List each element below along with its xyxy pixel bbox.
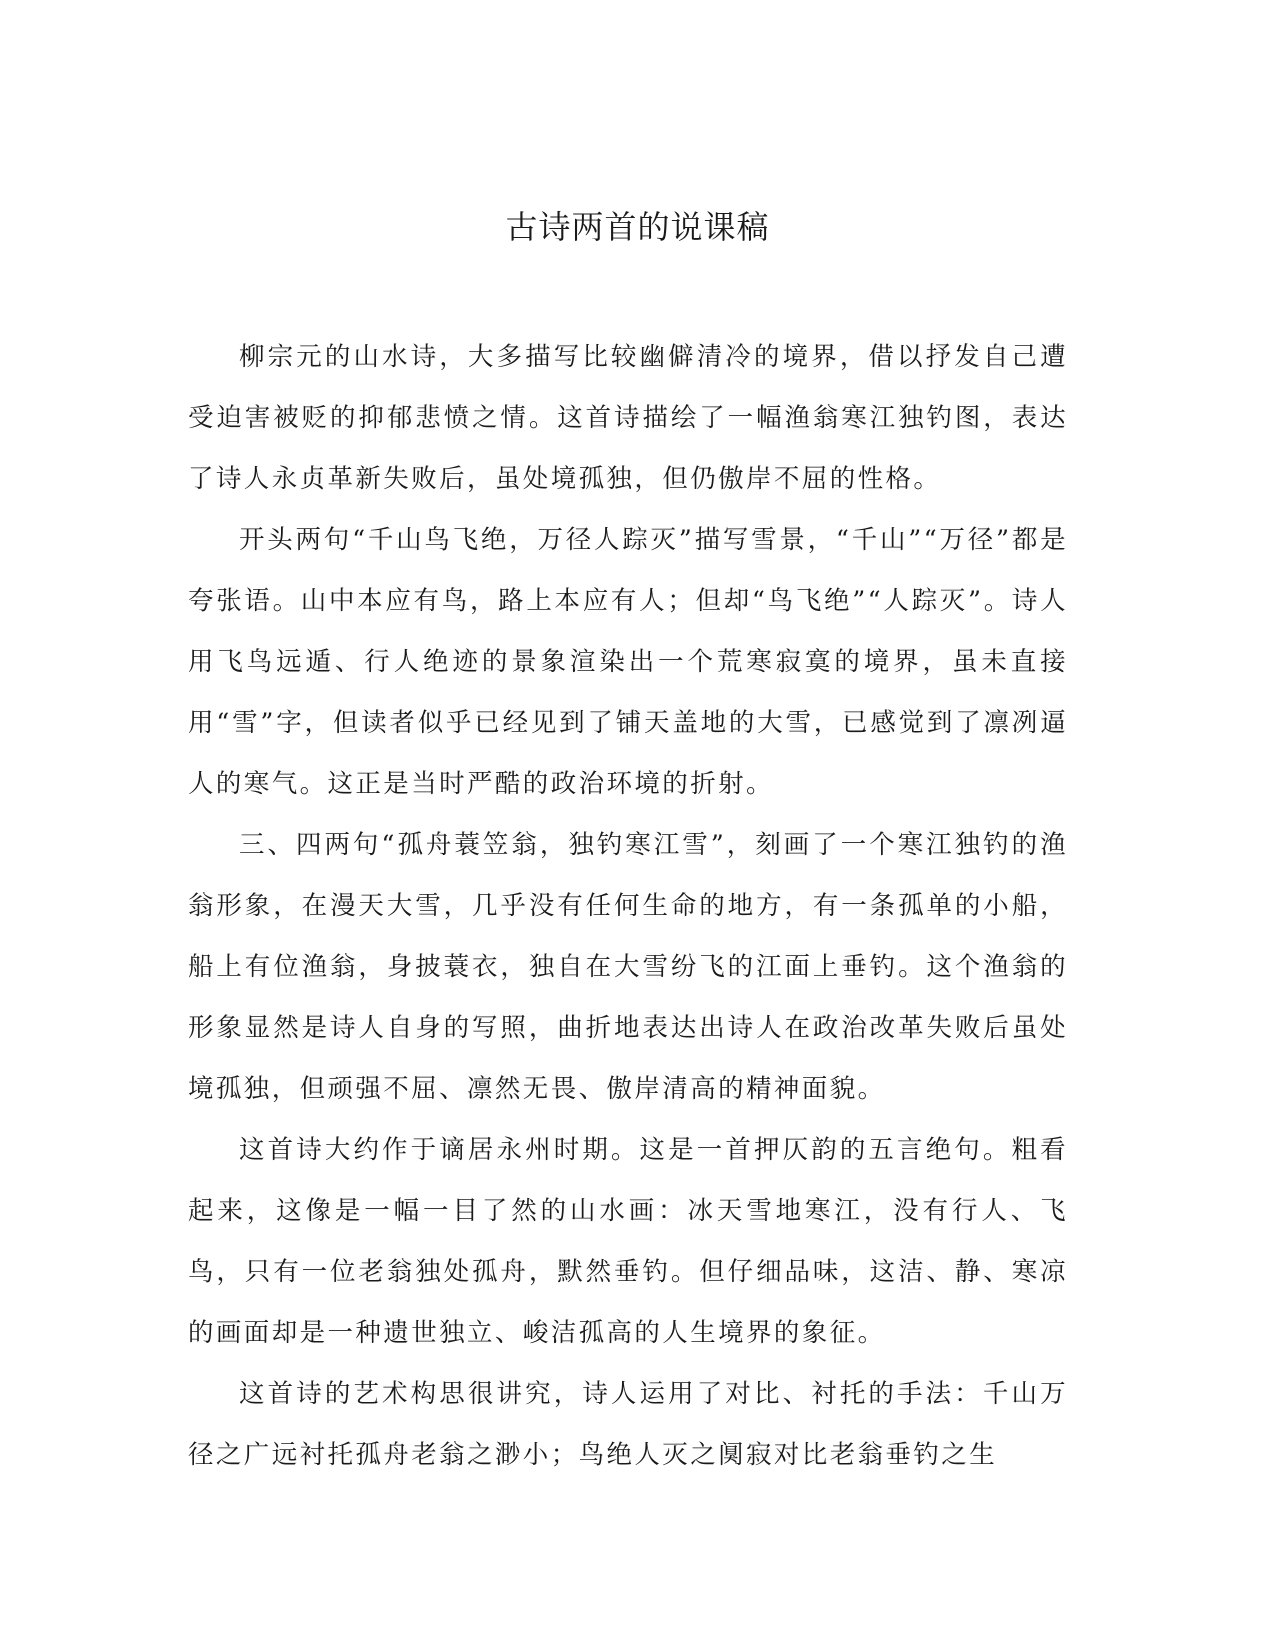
document-body: [188, 327, 1068, 1486]
paragraph-2: 开头两句“千山鸟飞绝，万径人踪灭”描写雪景，“千山”“万径”都是夸张语。山中本应有鸟，路上本应有人；但却“鸟飞绝”“人踪灭”。诗人用飞鸟远遁、行人绝迹的景象渲染出一个荒寒寂寞的境界，虽未直接用“雪”字，但读者似乎已经见到了铺天盖地的大雪，已感觉到了凛冽逼人的寒气。这正是当时严酷的政治环境的折射。: [188, 525, 1068, 799]
paragraph-3: 三、四两句“孤舟蓑笠翁，独钓寒江雪”，刻画了一个寒江独钓的渔翁形象，在漫天大雪，几乎没有任何生命的地方，有一条孤单的小船，船上有位渔翁，身披蓑衣，独自在大雪纷飞的江面上垂钓。这个渔翁的形象显然是诗人自身的写照，曲折地表达出诗人在政治改革失败后虽处境孤独，但顽强不屈、凛然无畏、傲岸清高的精神面貌。: [188, 830, 1068, 1104]
paragraph-5: 这首诗的艺术构思很讲究，诗人运用了对比、衬托的手法：千山万径之广远衬托孤舟老翁之渺小；鸟绝人灭之阒寂对比老翁垂钓之生: [188, 1379, 1068, 1470]
paragraph-4: 这首诗大约作于谪居永州时期。这是一首押仄韵的五言绝句。粗看起来，这像是一幅一目了然的山水画：冰天雪地寒江，没有行人、飞鸟，只有一位老翁独处孤舟，默然垂钓。但仔细品味，这洁、静、寒凉的画面却是一种遗世独立、峻洁孤高的人生境界的象征。: [188, 1135, 1068, 1348]
paragraph-1: 柳宗元的山水诗，大多描写比较幽僻清冷的境界，借以抒发自己遭受迫害被贬的抑郁悲愤之情。这首诗描绘了一幅渔翁寒江独钓图，表达了诗人永贞革新失败后，虽处境孤独，但仍傲岸不屈的性格。: [188, 342, 1068, 494]
document-title: 古诗两首的说课稿: [505, 208, 770, 246]
